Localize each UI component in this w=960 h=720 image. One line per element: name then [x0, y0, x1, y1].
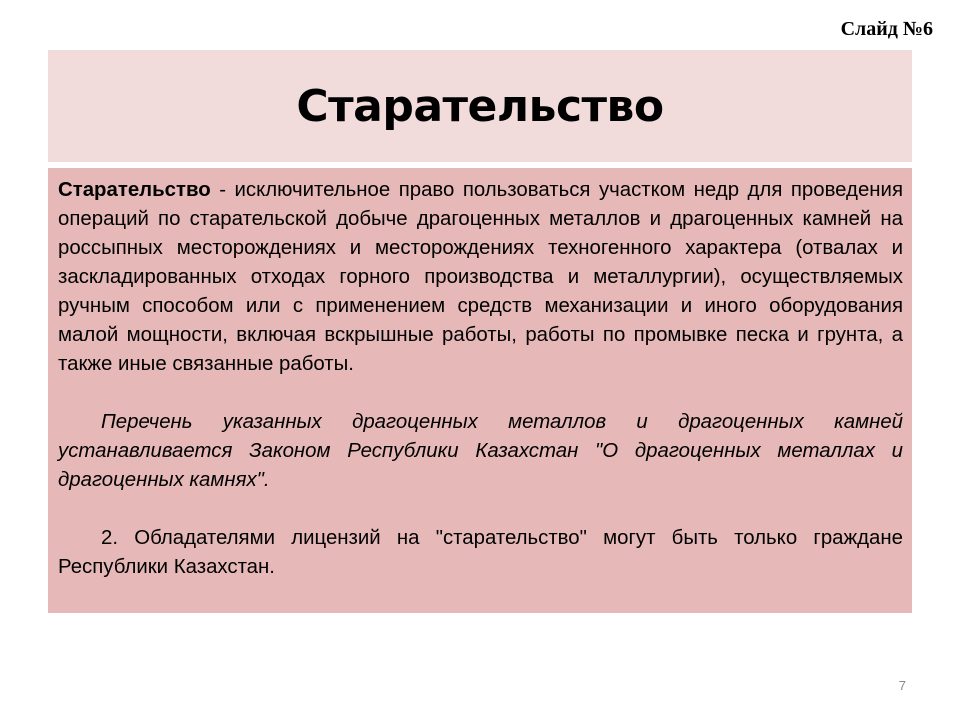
slide-title: Старательство [296, 80, 664, 132]
content-box [48, 168, 912, 613]
page-number: 7 [898, 678, 906, 693]
definition-paragraph [58, 176, 903, 379]
slide-number-label: Слайд №6 [840, 18, 933, 40]
definition-term: Старательство [58, 179, 211, 201]
paragraph-spacer [58, 379, 903, 408]
list-reference-paragraph: Перечень указанных драгоценных металлов и драгоценных камней устанавливается Законом Республики Казахстан "О драгоценных металлах и драгоценных камнях". [58, 411, 903, 491]
title-box [48, 50, 912, 162]
definition-text: - исключительное право пользоваться участком недр для проведения операций по старательской добыче драгоценных металлов и драгоценных камней на россыпных месторождениях и месторождениях техногенного характера (отвалах и заскладированных отходах горного производства и металлургии), осуществляемых ручным способом или с применением средств механизации и иного оборудования малой мощности, включая вскрышные работы, работы по промывке песка и грунта, а также иные связанные работы. [58, 179, 903, 375]
license-holders-paragraph: 2. Обладателями лицензий на "старательство" могут быть только граждане Республики Казахстан. [58, 527, 903, 578]
paragraph-spacer [58, 495, 903, 524]
